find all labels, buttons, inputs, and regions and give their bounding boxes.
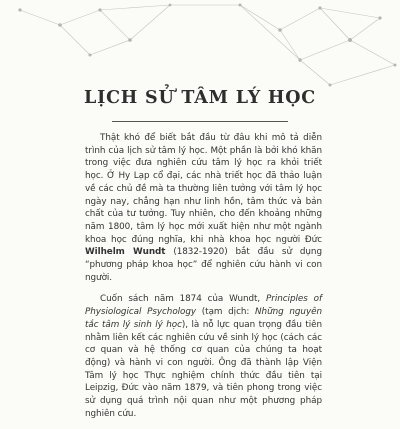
chapter-title: LỊCH SỬ TÂM LÝ HỌC [83, 88, 317, 108]
paragraph-2-text: Cuốn sách năm 1874 của Wundt, [100, 294, 267, 305]
network-dots-pattern-icon [0, 0, 400, 90]
paragraph-2-text-end: ), là nỗ lực quan trọng đầu tiên nhằm liên kết các nghiên cứu về sinh lý học (cách các cơ quan và hệ thống cơ quan của chúng ta hoạt động) và hành vi con người. Ông đã thành lập Viện Tâm lý học Thực nghiệm chính thức đầu tiên tại Leipzig, Đức vào năm 1879, và tiên phong trong việc sử dụng quá trình nội quan như một phương pháp nghiên cứu. [85, 319, 322, 419]
paragraph-1-text: Thật khó để biết bắt đầu từ đâu khi mô tả diễn trình của lịch sử tâm lý học. Một phần là bởi khó khăn trong việc đưa nghiên cứu tâm lý học ra khỏi triết học. Ở Hy Lạp cổ đại, các nhà triết học đã thảo luận về các chủ đề mà ta thường liên tưởng với tâm lý học ngày nay, chẳng hạn như linh hồn, tâm thức và bản chất của tư tưởng. Tuy nhiên, cho đến khoảng những năm 1800, tâm lý học mới xuất hiện như một ngành khoa học đúng nghĩa, khi nhà khoa học người Đức [85, 133, 322, 245]
chapter-body [85, 132, 322, 429]
book-title: Principles of Physiological Psychology [85, 294, 322, 318]
paragraph-2-text-mid: (tạm dịch: [196, 307, 256, 318]
paragraph-2 [85, 293, 322, 420]
paragraph-1 [85, 132, 322, 284]
person-name: Wilhelm Wundt [85, 247, 166, 258]
book-title-translation: Những nguyên tắc tâm lý sinh lý học [85, 307, 322, 330]
title-divider [112, 121, 288, 122]
paragraph-1-text-end: (1832-1920) bắt đầu sử dụng “phương pháp khoa học” để nghiên cứu hành vi con người. [85, 247, 322, 283]
